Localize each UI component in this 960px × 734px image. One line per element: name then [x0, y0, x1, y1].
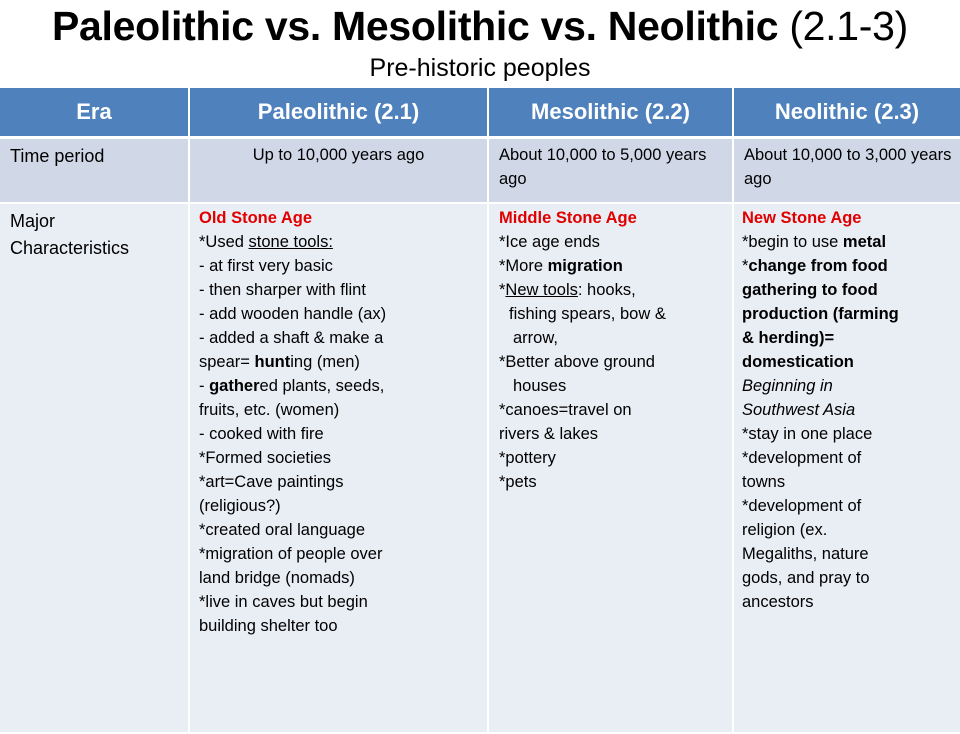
list-item: fruits, etc. (women) — [199, 401, 340, 419]
list-item: arrow, — [513, 329, 558, 347]
paleolithic-heading: Old Stone Age — [199, 209, 313, 227]
list-item: *canoes=travel on — [499, 401, 632, 419]
list-item: - then sharper with flint — [199, 281, 366, 299]
list-item: *pets — [499, 473, 537, 491]
list-item: *change from food — [742, 257, 888, 275]
table-row-characteristics — [0, 203, 960, 733]
list-item: *created oral language — [199, 521, 366, 539]
list-item: - add wooden handle (ax) — [199, 305, 387, 323]
list-item: *art=Cave paintings — [199, 473, 344, 491]
table-row-time-period — [0, 138, 960, 204]
list-item: Southwest Asia — [742, 401, 856, 419]
list-item: towns — [742, 473, 786, 491]
list-item: - gathered plants, seeds, — [199, 377, 385, 395]
list-item: - cooked with fire — [199, 425, 324, 443]
list-item: *development of — [742, 497, 862, 515]
neolithic-heading: New Stone Age — [742, 209, 862, 227]
list-item: fishing spears, bow & — [509, 305, 666, 323]
list-item: *stay in one place — [742, 425, 873, 443]
cell-mesolithic-characteristics — [488, 203, 733, 733]
header-paleolithic: Paleolithic (2.1) — [189, 88, 488, 138]
cell-paleolithic-time: Up to 10,000 years ago — [189, 138, 488, 204]
list-item: (religious?) — [199, 497, 281, 515]
header-row — [0, 88, 960, 138]
list-item: *Used stone tools: — [199, 233, 333, 251]
list-item: *live in caves but begin — [199, 593, 368, 611]
title-main: Paleolithic vs. Mesolithic vs. Neolithic — [52, 3, 779, 49]
cell-mesolithic-time: About 10,000 to 5,000 years ago — [488, 138, 733, 204]
list-item: ancestors — [742, 593, 814, 611]
header-era: Era — [0, 88, 189, 138]
list-item: *More migration — [499, 257, 623, 275]
list-item: - added a shaft & make a — [199, 329, 384, 347]
list-item: *begin to use metal — [742, 233, 887, 251]
list-item: land bridge (nomads) — [199, 569, 355, 587]
list-item: *Better above ground — [499, 353, 655, 371]
list-item: *development of — [742, 449, 862, 467]
list-item: *Formed societies — [199, 449, 332, 467]
list-item: production (farming — [742, 305, 899, 323]
cell-neolithic-time: About 10,000 to 3,000 years ago — [733, 138, 960, 204]
list-item: spear= hunting (men) — [199, 353, 360, 371]
cell-neolithic-characteristics — [733, 203, 960, 733]
list-item: & herding)= — [742, 329, 835, 347]
list-item: rivers & lakes — [499, 425, 599, 443]
list-item: domestication — [742, 353, 854, 371]
title-range: (2.1-3) — [789, 3, 908, 49]
list-item: *New tools: hooks, — [499, 281, 636, 299]
list-item: gods, and pray to — [742, 569, 870, 587]
list-item: *migration of people over — [199, 545, 383, 563]
list-item: *pottery — [499, 449, 556, 467]
list-item: *Ice age ends — [499, 233, 600, 251]
row-label-time-period: Time period — [0, 138, 189, 204]
list-item: building shelter too — [199, 617, 338, 635]
list-item: Beginning in — [742, 377, 833, 395]
list-item: houses — [513, 377, 567, 395]
mesolithic-heading: Middle Stone Age — [499, 209, 637, 227]
list-item: Megaliths, nature — [742, 545, 869, 563]
row-label-characteristics: Major Characteristics — [0, 203, 189, 733]
header-mesolithic: Mesolithic (2.2) — [488, 88, 733, 138]
slide-title — [0, 2, 960, 50]
comparison-table — [0, 88, 960, 734]
cell-paleolithic-characteristics — [189, 203, 488, 733]
slide-subtitle: Pre-historic peoples — [369, 54, 591, 82]
list-item: gathering to food — [742, 281, 878, 299]
header-neolithic: Neolithic (2.3) — [733, 88, 960, 138]
list-item: - at first very basic — [199, 257, 333, 275]
list-item: religion (ex. — [742, 521, 828, 539]
